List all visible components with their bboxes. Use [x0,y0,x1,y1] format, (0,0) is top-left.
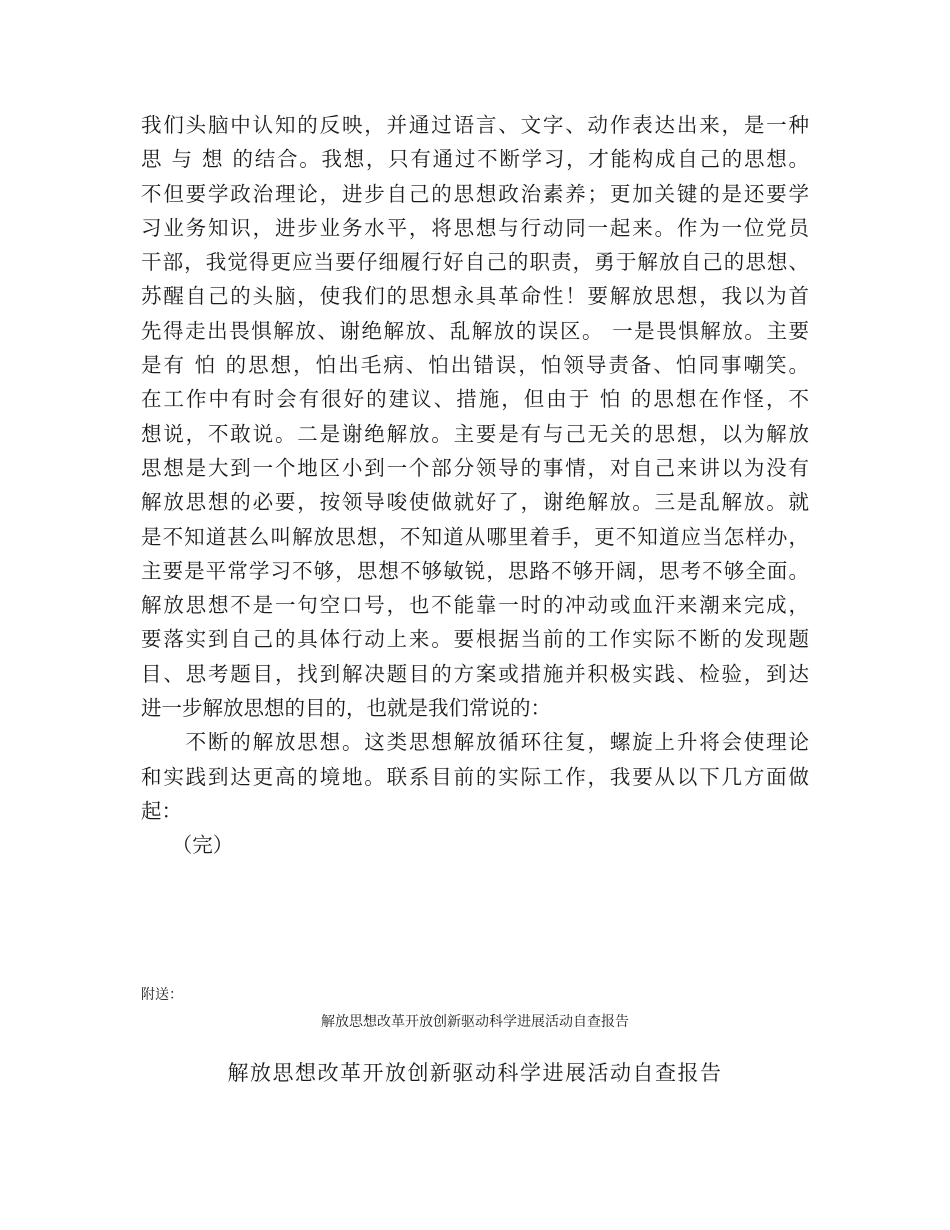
text-line: 和实践到达更高的境地。联系目前的实际工作，我要从以下几方面做 [141,764,809,789]
text-line: 干部，我觉得更应当要仔细履行好自己的职责，勇于解放自己的思想、 [141,250,809,275]
appendix-small-title: 解放思想改革开放创新驱动科学进展活动自查报告 [321,1014,629,1030]
appendix-big-title: 解放思想改革开放创新驱动科学进展活动自查报告 [227,1061,723,1085]
text-line: 要落实到自己的具体行动上来。要根据当前的工作实际不断的发现题 [141,627,809,652]
text-line: 是不知道甚么叫解放思想，不知道从哪里着手，更不知道应当怎样办， [141,524,809,549]
text-line: 思 与 想 的结合。我想，只有通过不断学习，才能构成自己的思想。 [141,147,809,172]
text-line: 思想是大到一个地区小到一个部分领导的事情，对自己来讲以为没有 [141,455,809,480]
text-line: 解放思想不是一句空口号，也不能靠一时的冲动或血汗来潮来完成， [141,593,809,618]
text-line: 在工作中有时会有很好的建议、措施，但由于 怕 的思想在作怪，不 [141,387,809,412]
text-line: 想说，不敢说。二是谢绝解放。主要是有与己无关的思想，以为解放 [141,421,809,446]
text-line: 主要是平常学习不够，思想不够敏锐，思路不够开阔，思考不够全面。 [141,558,809,583]
text-line: 我们头脑中认知的反映，并通过语言、文字、动作表达出来，是一种 [141,113,809,137]
text-line: 不但要学政治理论，进步自己的思想政治素养；更加关键的是还要学 [141,181,809,206]
text-line: 习业务知识，进步业务水平，将思想与行动同一起来。作为一位党员 [141,215,809,240]
text-line: 起： [141,798,182,823]
text-line: （完） [141,833,234,858]
text-line: 解放思想的必要，按领导唆使做就好了，谢绝解放。三是乱解放。就 [141,490,809,515]
text-line: 是有 怕 的思想，怕出毛病、怕出错误，怕领导责备、怕同事嘲笑。 [141,353,809,378]
body-text [141,108,809,863]
appendix-label: 附送： [141,987,183,1003]
text-line: 进一步解放思想的目的，也就是我们常说的： [141,696,551,721]
text-line: 目、思考题目，找到解决题目的方案或措施并积极实践、检验，到达 [141,661,809,686]
text-line: 不断的解放思想。这类思想解放循环往复，螺旋上升将会使理论 [141,730,809,755]
text-line: 先得走出畏惧解放、谢绝解放、乱解放的误区。 一是畏惧解放。主要 [141,318,809,343]
text-line: 苏醒自己的头脑，使我们的思想永具革命性！要解放思想，我以为首 [141,284,809,309]
